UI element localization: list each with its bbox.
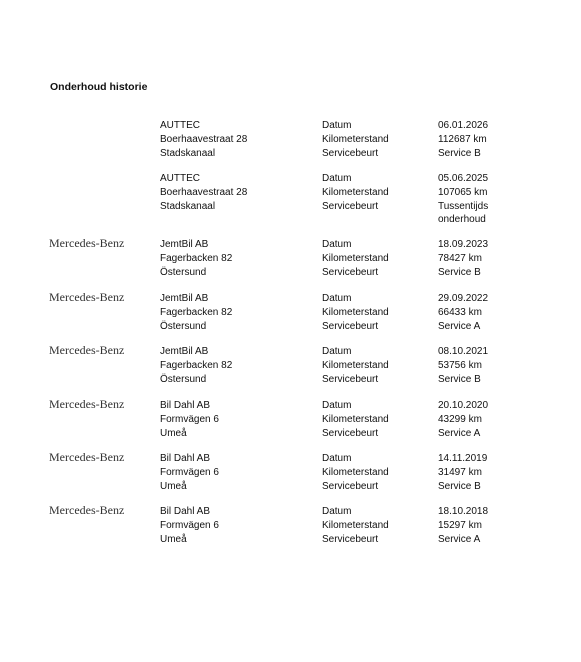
date-label: Datum — [322, 346, 352, 357]
dealer-street: Formvägen 6 — [160, 519, 219, 531]
km-value: 43299 km — [438, 413, 482, 425]
service-value: Service B — [438, 480, 481, 492]
dealer-name: JemtBil AB — [160, 239, 209, 250]
value-block — [438, 172, 488, 227]
maintenance-entry — [0, 172, 581, 232]
mercedes-benz-logo: Mercedes-Benz — [49, 450, 125, 464]
mercedes-benz-logo: Mercedes-Benz — [49, 236, 125, 250]
dealer-city: Östersund — [160, 320, 207, 332]
dealer-street: Formvägen 6 — [160, 466, 219, 478]
value-block — [438, 292, 488, 333]
km-value: 78427 km — [438, 252, 482, 264]
dealer-name: JemtBil AB — [160, 346, 209, 357]
label-block — [322, 172, 389, 213]
date-label: Datum — [322, 120, 352, 131]
dealer-street: Boerhaavestraat 28 — [160, 133, 248, 145]
dealer-city: Östersund — [160, 373, 207, 385]
dealer-city: Östersund — [160, 266, 207, 278]
label-block — [322, 399, 389, 440]
dealer-block — [160, 119, 247, 160]
service-label: Servicebeurt — [322, 480, 379, 492]
dealer-city: Umeå — [160, 533, 187, 545]
dealer-street: Boerhaavestraat 28 — [160, 186, 248, 198]
dealer-city: Stadskanaal — [160, 147, 216, 159]
page-title: Onderhoud historie — [50, 81, 148, 93]
date-value: 18.09.2023 — [438, 239, 489, 250]
date-value: 05.06.2025 — [438, 173, 489, 184]
dealer-street: Fagerbacken 82 — [160, 359, 233, 371]
dealer-city: Umeå — [160, 427, 187, 439]
value-block — [438, 345, 488, 386]
km-label: Kilometerstand — [322, 413, 389, 425]
service-label: Servicebeurt — [322, 320, 379, 332]
service-label: Servicebeurt — [322, 200, 379, 212]
dealer-block — [160, 399, 219, 440]
label-block — [322, 452, 389, 493]
km-value: 112687 km — [438, 133, 487, 145]
dealer-block — [160, 292, 232, 333]
label-block — [322, 238, 389, 279]
km-value: 66433 km — [438, 306, 482, 318]
mercedes-benz-logo: Mercedes-Benz — [49, 343, 125, 357]
km-value: 53756 km — [438, 359, 482, 371]
dealer-street: Formvägen 6 — [160, 413, 219, 425]
mercedes-benz-logo: Mercedes-Benz — [49, 290, 125, 304]
dealer-block — [160, 452, 219, 493]
value-block — [438, 505, 488, 546]
service-value: Service A — [438, 533, 481, 545]
date-value: 06.01.2026 — [438, 120, 489, 131]
service-value: Service B — [438, 147, 481, 159]
dealer-name: Bil Dahl AB — [160, 400, 211, 411]
service-value: Tussentijds — [438, 200, 489, 212]
value-block — [438, 452, 487, 493]
service-value: Service A — [438, 320, 481, 332]
km-label: Kilometerstand — [322, 133, 389, 145]
dealer-street: Fagerbacken 82 — [160, 306, 233, 318]
service-value: Service B — [438, 266, 481, 278]
mercedes-benz-logo: Mercedes-Benz — [49, 503, 125, 517]
service-label: Servicebeurt — [322, 147, 379, 159]
maintenance-entry — [0, 505, 581, 565]
km-label: Kilometerstand — [322, 519, 389, 531]
label-block — [322, 505, 389, 546]
km-label: Kilometerstand — [322, 359, 389, 371]
km-label: Kilometerstand — [322, 186, 389, 198]
km-value: 31497 km — [438, 466, 482, 478]
date-value: 29.09.2022 — [438, 293, 489, 304]
km-value: 107065 km — [438, 186, 488, 198]
dealer-block — [160, 172, 247, 213]
value-block — [438, 119, 488, 160]
maintenance-entry — [0, 345, 581, 405]
dealer-block — [160, 345, 232, 386]
label-block — [322, 345, 389, 386]
date-label: Datum — [322, 400, 352, 411]
km-label: Kilometerstand — [322, 252, 389, 264]
date-value: 18.10.2018 — [438, 506, 489, 517]
value-block — [438, 238, 488, 279]
dealer-name: Bil Dahl AB — [160, 453, 211, 464]
service-label: Servicebeurt — [322, 373, 379, 385]
dealer-name: AUTTEC — [160, 120, 200, 131]
value-block — [438, 399, 488, 440]
dealer-name: JemtBil AB — [160, 293, 209, 304]
dealer-name: Bil Dahl AB — [160, 506, 211, 517]
service-label: Servicebeurt — [322, 266, 379, 278]
maintenance-entry — [0, 238, 581, 298]
date-value: 20.10.2020 — [438, 400, 489, 411]
service-value-continued: onderhoud — [438, 214, 486, 226]
date-label: Datum — [322, 293, 352, 304]
service-label: Servicebeurt — [322, 533, 379, 545]
date-label: Datum — [322, 239, 352, 250]
maintenance-entry — [0, 119, 581, 179]
mercedes-benz-logo: Mercedes-Benz — [49, 397, 125, 411]
km-value: 15297 km — [438, 519, 482, 531]
date-value: 08.10.2021 — [438, 346, 489, 357]
dealer-name: AUTTEC — [160, 173, 200, 184]
date-label: Datum — [322, 506, 352, 517]
km-label: Kilometerstand — [322, 306, 389, 318]
dealer-street: Fagerbacken 82 — [160, 252, 233, 264]
dealer-block — [160, 238, 232, 279]
label-block — [322, 119, 389, 160]
dealer-city: Umeå — [160, 480, 187, 492]
km-label: Kilometerstand — [322, 466, 389, 478]
service-value: Service B — [438, 373, 481, 385]
service-label: Servicebeurt — [322, 427, 379, 439]
date-value: 14.11.2019 — [438, 453, 488, 464]
dealer-block — [160, 505, 219, 546]
date-label: Datum — [322, 453, 352, 464]
dealer-city: Stadskanaal — [160, 200, 216, 212]
service-value: Service A — [438, 427, 481, 439]
label-block — [322, 292, 389, 333]
date-label: Datum — [322, 173, 352, 184]
